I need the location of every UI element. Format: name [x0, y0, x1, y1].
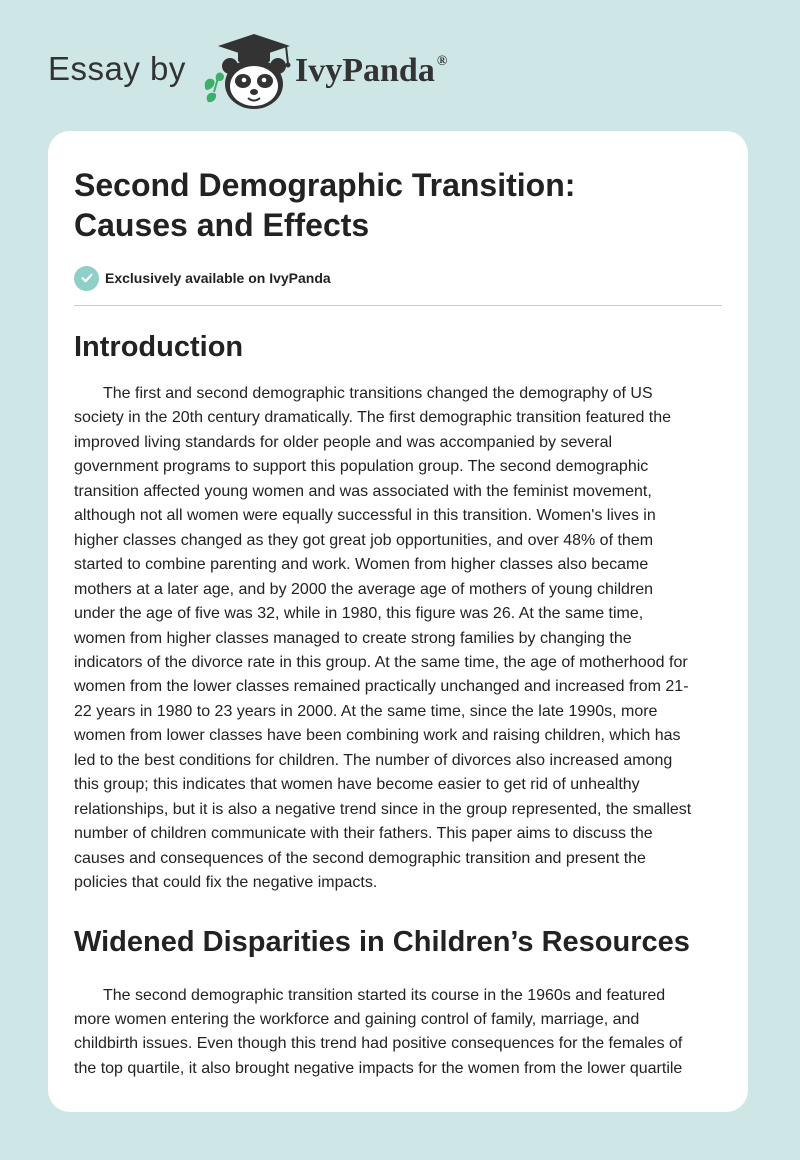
checkmark-icon [74, 266, 99, 291]
section-heading-introduction: Introduction [74, 331, 244, 363]
essay-by-label: Essay by [48, 50, 186, 87]
brand-name[interactable] [295, 52, 447, 90]
section-paragraph-introduction: The first and second demographic transitions changed the demography of US society in the 20th century dramatically. The first demographic transition featured the improved living standards for older people and was accompanied by several government programs to support this population group. The second demographic transition affected young women and was associated with the feminist movement, although not all women were equally successful in this transition. Women's lives in higher classes changed as they got great job opportunities, and over 48% of them started to combine parenting and work. Women from higher classes also became mothers at a later age, and by 2000 the average age of mothers of young children under the age of five was 32, while in 1980, this figure was 26. At the same time, women from higher classes managed to create strong families by changing the indicators of the divorce rate in this group. At the same time, the age of motherhood for women from the lower classes remained practically unchanged and increased from 21- 22 years in 1980 to 23 years in 2000. At the same time, since the late 1990s, more women from lower classes have been combining work and raising children, which has led to the best conditions for children. The number of divorces also increased among this group; this indicates that women have become easier to get rid of unhealthy relationships, but it is also a negative trend since in the group represented, the smallest number of children communicate with their fathers. This paper aims to discuss the causes and consequences of the second demographic transition and present the policies that could fix the negative impacts. [74, 385, 692, 892]
exclusive-badge-label: Exclusively available on IvyPanda [105, 270, 331, 286]
title-divider [74, 305, 722, 306]
section-heading-widened-disparities: Widened Disparities in Children’s Resources [74, 925, 690, 958]
article-card [48, 131, 748, 1112]
registered-mark: ® [436, 54, 448, 69]
article-content [74, 165, 724, 1081]
section-paragraph-widened-disparities: The second demographic transition started its course in the 1960s and featured more women entering the workforce and gaining control of family, marriage, and childbirth issues. Even though this trend had positive consequences for the females of the top quartile, it also brought negative impacts for the women from the lower quartile [74, 986, 683, 1077]
brand-text: IvyPanda [295, 52, 435, 89]
panda-logo-icon[interactable] [202, 32, 298, 110]
article-title: Second Demographic Transition: Causes and Effects [74, 167, 576, 243]
exclusive-badge [74, 264, 724, 292]
site-header [48, 32, 488, 112]
